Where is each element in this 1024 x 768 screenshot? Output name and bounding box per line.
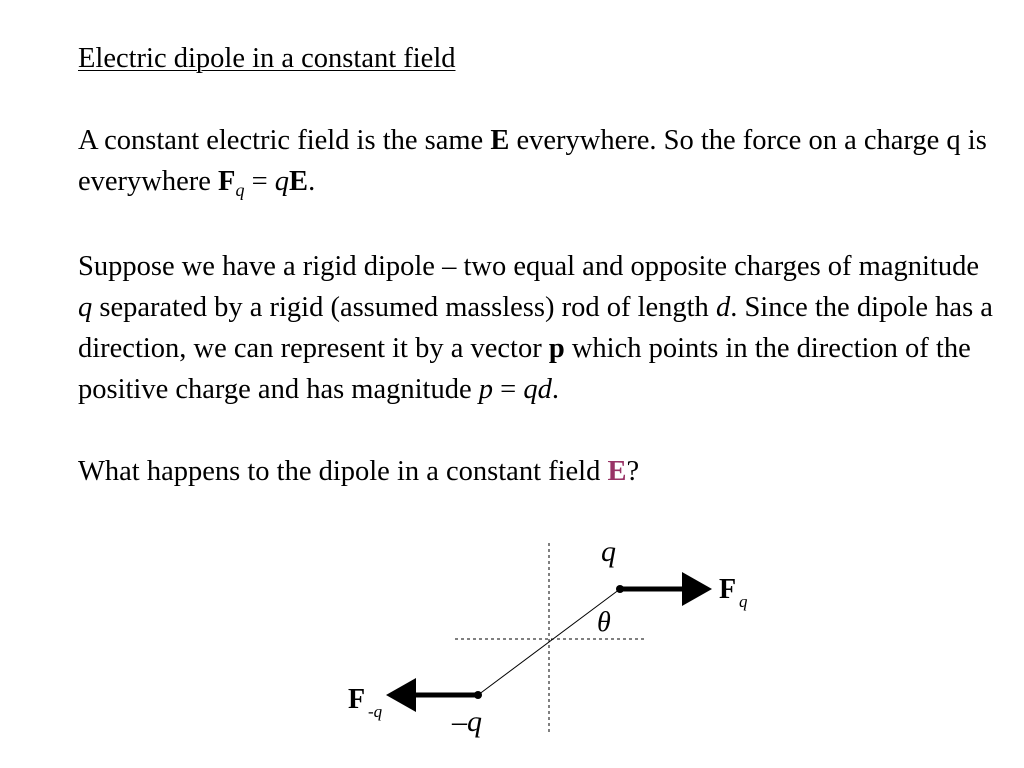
p2-text-5: = (493, 374, 524, 405)
p2-text-2: separated by a rigid (assumed massless) rod of length (92, 292, 716, 323)
p2-dipole-vector-symbol: p (548, 333, 565, 364)
p2-dipole-magnitude-symbol: p (478, 374, 493, 405)
force-positive-label: F (719, 574, 737, 605)
p1-force-symbol: F (218, 166, 236, 197)
positive-charge-label: q (601, 535, 616, 568)
force-arrow-positive-head (682, 572, 712, 606)
p1-force-subscript: q (235, 180, 245, 200)
p2-end: . (551, 374, 559, 405)
p2-length-symbol: d (715, 292, 731, 323)
p1-field-symbol-2: E (289, 166, 309, 197)
force-arrow-negative-head (386, 678, 416, 712)
p2-charge-symbol: q (78, 292, 93, 323)
p1-text-1: A constant electric field is the same (78, 125, 491, 156)
p1-field-symbol: E (490, 125, 510, 156)
p1-text-2: everywhere. So the force on a charge q is everywhere (78, 125, 987, 197)
p1-charge-symbol: q (274, 166, 290, 197)
angle-theta-label: θ (597, 607, 611, 638)
force-negative-label: F (348, 684, 366, 715)
p2-text-1: Suppose we have a rigid dipole – two equal and opposite charges of magnitude (78, 251, 979, 282)
p1-end: . (308, 166, 316, 197)
p2-text-3: . Since the dipole has a direction, we can represent it by a vector (78, 292, 993, 364)
p3-text-1: What happens to the dipole in a constant field (78, 456, 608, 487)
slide-title: Electric dipole in a constant field (78, 43, 456, 74)
negative-charge-label: –q (452, 705, 482, 738)
force-negative-subscript: -q (368, 702, 383, 721)
p2-qd-symbol: qd (523, 374, 552, 405)
force-positive-subscript: q (739, 592, 748, 611)
p1-equals: = (244, 166, 275, 197)
p3-end: ? (626, 456, 640, 487)
p3-field-symbol: E (607, 456, 627, 487)
p2-text-4: which points in the direction of the positive charge and has magnitude (78, 333, 971, 405)
